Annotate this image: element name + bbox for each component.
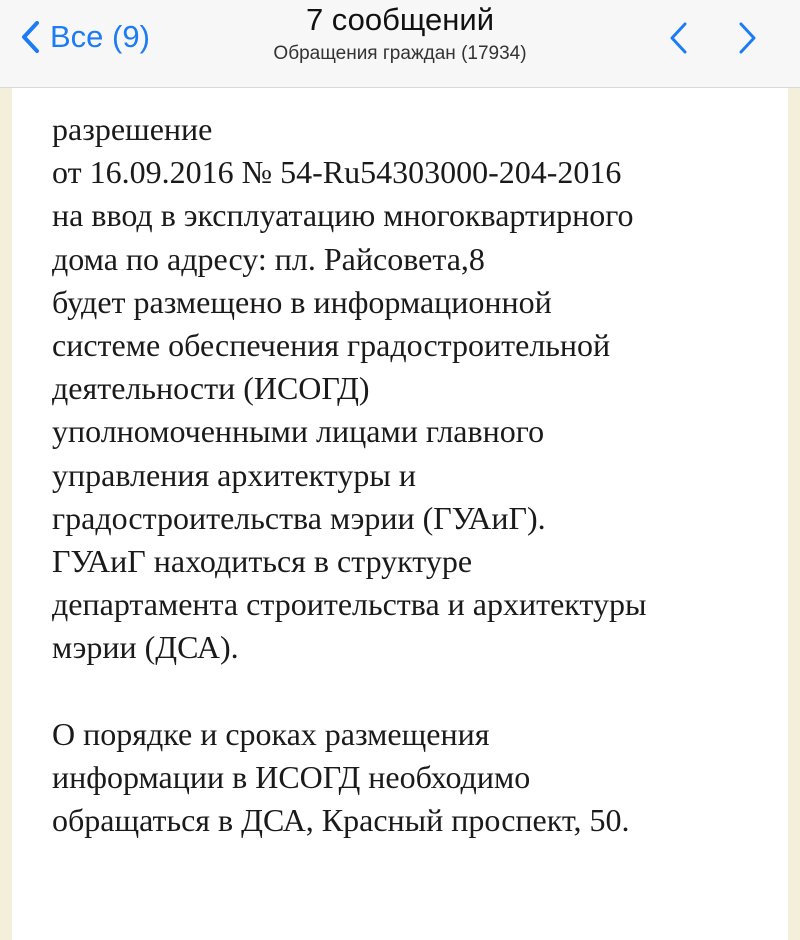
message-line: ГУАиГ находиться в структуре bbox=[52, 543, 473, 580]
message-line: уполномоченными лицами главного bbox=[52, 413, 545, 450]
chevron-down-icon bbox=[737, 20, 759, 56]
message-line: разрешение bbox=[52, 111, 213, 147]
navigation-bar bbox=[0, 0, 800, 88]
message-line: градостроительства мэрии (ГУАиГ). bbox=[52, 499, 546, 536]
message-line: будет размещено в информационной bbox=[52, 283, 552, 320]
message-line: управления архитектуры и bbox=[52, 456, 416, 493]
paragraph-gap bbox=[52, 670, 788, 713]
message-line: системе обеспечения градостроительной bbox=[52, 327, 611, 364]
message-line: информации в ИСОГД необходимо bbox=[52, 759, 531, 796]
nav-title: 7 сообщений bbox=[305, 2, 495, 37]
message-line: дома по адресу: пл. Райсовета,8 bbox=[52, 240, 485, 277]
message-body bbox=[12, 88, 788, 940]
right-margin-strip bbox=[788, 88, 800, 940]
chevron-up-icon bbox=[667, 20, 689, 56]
message-line: О порядке и сроках размещения bbox=[52, 715, 490, 752]
back-label: Все (9) bbox=[50, 19, 150, 54]
message-line: от 16.09.2016 № 54-Ru54303000-204-2016 bbox=[52, 154, 622, 191]
nav-subtitle: Обращения граждан (17934) bbox=[273, 43, 527, 64]
message-line: департамента строительства и архитектуры bbox=[52, 586, 647, 623]
previous-message-button[interactable] bbox=[658, 16, 698, 60]
next-message-button[interactable] bbox=[728, 16, 768, 60]
message-paragraph bbox=[52, 713, 788, 843]
message-line: мэрии (ДСА). bbox=[52, 629, 239, 666]
message-line: деятельности (ИСОГД) bbox=[52, 370, 370, 407]
left-margin-strip bbox=[0, 88, 12, 940]
message-line: обращаться в ДСА, Красный проспект, 50. bbox=[52, 802, 630, 839]
message-line: на ввод в эксплуатацию многоквартирного bbox=[52, 197, 634, 234]
message-paragraph bbox=[52, 108, 788, 670]
message-content bbox=[0, 88, 800, 940]
